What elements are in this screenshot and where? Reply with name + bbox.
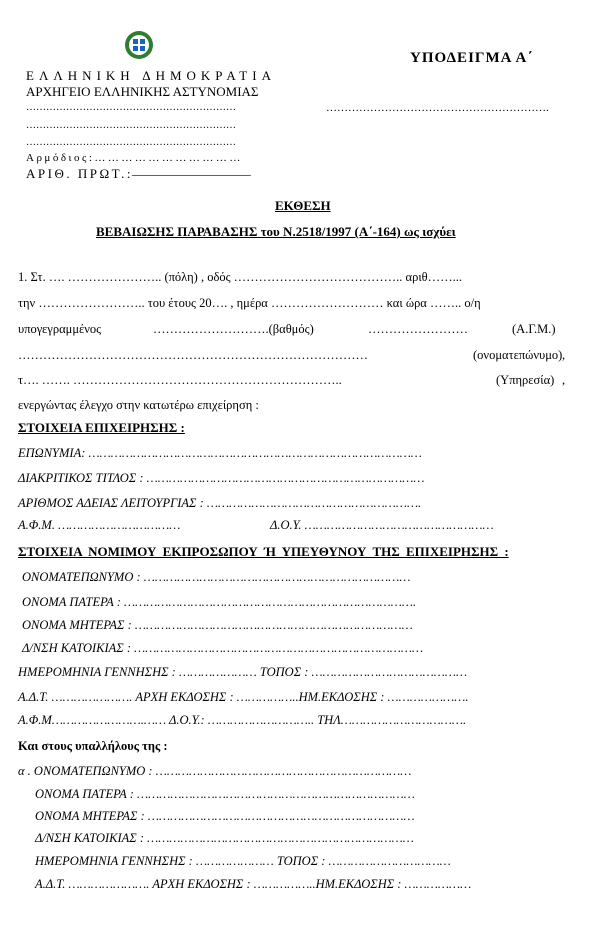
rep-mother-field: ΟΝΟΜΑ ΜΗΤΕΡΑΣ : …………………………………………………………………: [22, 618, 413, 632]
header-dots-2: ………………………………………………………: [26, 120, 236, 131]
business-license-field: ΑΡΙΘΜΟΣ ΑΔΕΙΑΣ ΛΕΙΤΟΥΡΓΙΑΣ : ………………………………………………….: [18, 496, 422, 510]
header-right-dots: …………………………………………………….: [326, 102, 549, 114]
rep-birth-field: ΗΜΕΡΟΜΗΝΙΑ ΓΕΝΝΗΣΗΣ : ………………… ΤΟΠΟΣ : ……………………………………: [18, 665, 468, 679]
greek-emblem-icon: [124, 30, 154, 60]
protocol-number-line: ___________________: [132, 163, 251, 177]
intro-line-3c: ……………………: [368, 322, 468, 336]
business-name-field: ΕΠΩΝΥΜΙΑ: ………………………………………………………………………………: [18, 446, 422, 460]
report-subtitle: ΒΕΒΑΙΩΣΗΣ ΠΑΡΑΒΑΣΗΣ του Ν.2518/1997 (Α΄-164) ως ισχύει: [96, 224, 456, 239]
intro-line-6: ενεργώντας έλεγχο στην κατωτέρω επιχείρηση :: [18, 398, 259, 412]
header-dots-3: ………………………………………………………: [26, 137, 236, 148]
rep-afm-field: Α.Φ.Μ…………………….…… Δ.Ο.Υ.: ……………………….. ΤΗΛ…………………………….: [18, 713, 467, 727]
intro-line-4b: (ονοματεπώνυμο): [473, 348, 563, 362]
emp-father-field: ΟΝΟΜΑ ΠΑΤΕΡΑ : …………………………………………………………………: [35, 787, 415, 801]
emp-address-field: Δ/ΝΣΗ ΚΑΤΟΙΚΙΑΣ : ………………………………………………………………: [35, 831, 414, 845]
employees-heading: Και στους υπαλλήλους της :: [18, 739, 168, 753]
intro-line-3b: ……………………….(βαθμός): [153, 322, 314, 336]
sample-label: ΥΠΟΔΕΙΓΜΑ Α΄: [410, 50, 534, 66]
business-title-field: ΔΙΑΚΡΙΤΙΚΟΣ ΤΙΤΛΟΣ : …………………………………………………………………: [18, 471, 425, 485]
intro-line-4a: …………………………………………………………………………: [18, 348, 368, 362]
rep-adt-field: Α.Δ.Τ. …………………. ΑΡΧΗ ΕΚΔΟΣΗΣ : ……………..ΗΜ.ΕΚΔΟΣΗΣ : ………………….: [18, 690, 469, 704]
authority-title: ΑΡΧΗΓΕΙΟ ΕΛΛΗΝΙΚΗΣ ΑΣΤΥΝΟΜΙΑΣ: [26, 84, 259, 99]
intro-line-3d: (Α.Γ.Μ.): [512, 322, 556, 336]
header-dots-1: ………………………………………………………: [26, 102, 236, 113]
competent-field: Αρμόδιος:……………………………: [26, 152, 243, 164]
intro-line-5a: τ…. ……. ………………………………………………………..: [18, 373, 342, 387]
republic-title: ΕΛΛΗΝΙΚΗ ΔΗΜΟΚΡΑΤΙΑ: [26, 68, 276, 83]
emp-birth-field: ΗΜΕΡΟΜΗΝΙΑ ΓΕΝΝΗΣΗΣ : ………………… ΤΟΠΟΣ : ……………………………: [35, 854, 451, 868]
rep-father-field: ΟΝΟΜΑ ΠΑΤΕΡΑ : …………………………………………………………………….: [22, 595, 417, 609]
business-doy-field: Δ.Ο.Υ. ……………………………………………: [270, 518, 494, 532]
intro-line-4c: ,: [562, 348, 566, 362]
representative-heading: ΣΤΟΙΧΕΙΑ ΝΟΜΙΜΟΥ ΕΚΠΡΟΣΩΠΟΥ Ή ΥΠΕΥΘΥΝΟΥ ΤΗΣ ΕΠΙΧΕΙΡΗΣΗΣ :: [18, 544, 509, 559]
intro-line-2: την …………………….. του έτους 20…. , ημέρα ……………………… και ώρα …….. ο/η: [18, 296, 481, 310]
business-afm-field: Α.Φ.Μ. ……………………………: [18, 518, 181, 532]
emp-mother-field: ΟΝΟΜΑ ΜΗΤΕΡΑΣ : ………………………………………………………………: [35, 809, 415, 823]
emp-fullname-field: α . ΟΝΟΜΑΤΕΠΩΝΥΜΟ : ……………………………………………………………: [18, 764, 412, 778]
protocol-number-label: ΑΡΙΘ. ΠΡΩΤ.:: [26, 166, 133, 181]
emp-adt-field: Α.Δ.Τ. …………………. ΑΡΧΗ ΕΚΔΟΣΗΣ : ……………..ΗΜ.ΕΚΔΟΣΗΣ : ………………: [35, 877, 472, 891]
intro-line-3a: υπογεγραμμένος: [18, 322, 102, 336]
business-heading: ΣΤΟΙΧΕΙΑ ΕΠΙΧΕΙΡΗΣΗΣ :: [18, 420, 185, 435]
intro-line-5c: ,: [562, 373, 566, 387]
intro-line-1: 1. Στ. …. ………………….. (πόλη) , οδός ………………………………….. αριθ……...: [18, 270, 463, 284]
rep-fullname-field: ΟΝΟΜΑΤΕΠΩΝΥΜΟ : ………………………………………………………………: [22, 570, 411, 584]
report-title: ΕΚΘΕΣΗ: [275, 198, 331, 213]
rep-address-field: Δ/ΝΣΗ ΚΑΤΟΙΚΙΑΣ : ……………………………………………………………………: [22, 641, 424, 655]
intro-line-5b: (Υπηρεσία): [496, 373, 555, 387]
